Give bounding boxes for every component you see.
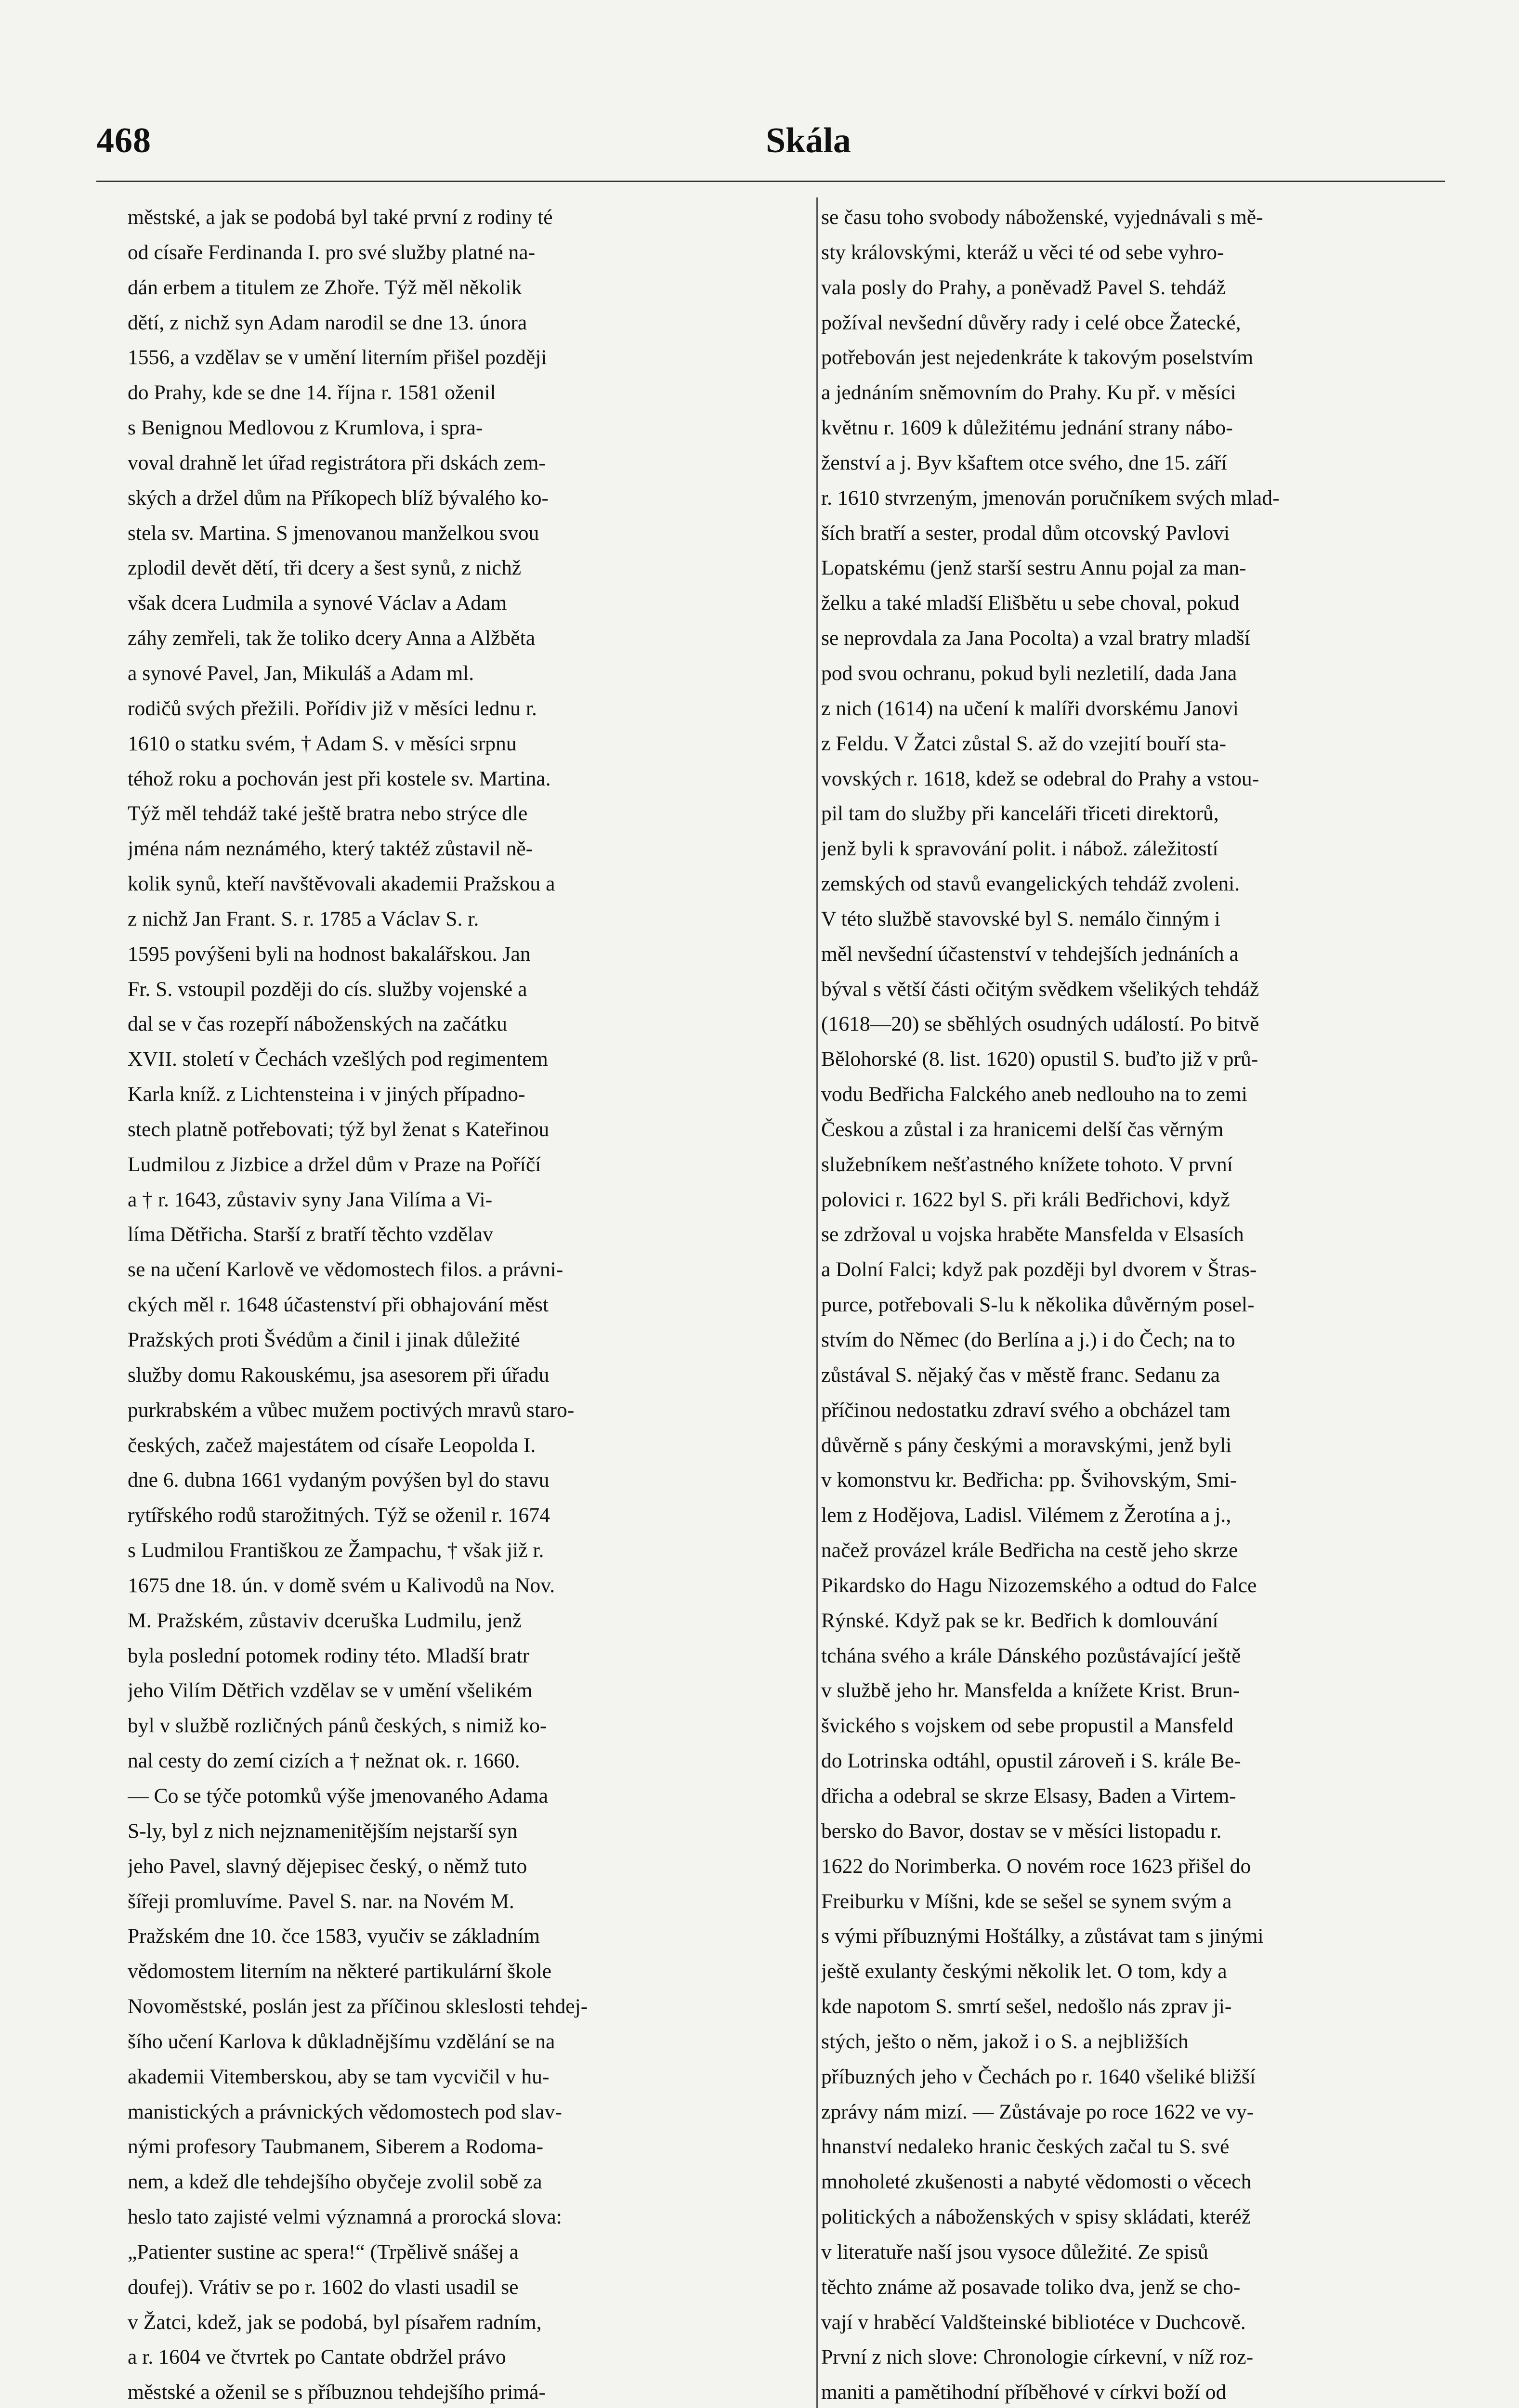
text-line: služebníkem nešťastného knížete tohoto. V první	[821, 1152, 1233, 1176]
text-line: S-ly, byl z nich nejznamenitějším nejstarší syn	[128, 1819, 518, 1843]
text-line: pil tam do služby při kanceláři třiceti direktorů,	[821, 802, 1219, 825]
text-line: vovských r. 1618, kdež se odebral do Prahy a vstou-	[821, 767, 1259, 790]
text-line: Bělohorské (8. list. 1620) opustil S. buďto již v prů-	[821, 1047, 1258, 1071]
text-line: služby domu Rakouskému, jsa asesorem při úřadu	[128, 1363, 550, 1387]
text-line: doufej). Vrátiv se po r. 1602 do vlasti usadil se	[128, 2275, 519, 2299]
text-line: v službě jeho hr. Mansfelda a knížete Krist. Brun-	[821, 1679, 1240, 1702]
text-line: vají v hraběcí Valdšteinské bibliotéce v Duchcově.	[821, 2310, 1246, 2334]
text-line: sty královskými, kteráž u věci té od sebe vyhro-	[821, 240, 1224, 264]
text-line: dán erbem a titulem ze Zhoře. Týž měl několik	[128, 275, 522, 299]
text-line: stých, ješto o něm, jakož i o S. a nejbližších	[821, 2029, 1189, 2053]
column-divider	[816, 197, 818, 2408]
text-line: První z nich slove: Chronologie církevní, v níž roz-	[821, 2345, 1254, 2369]
text-line: XVII. století v Čechách vzešlých pod regimentem	[128, 1047, 548, 1071]
text-line: se času toho svobody náboženské, vyjednávali s mě-	[821, 206, 1263, 229]
text-line: stvím do Němec (do Berlína a j.) i do Čech; na to	[821, 1328, 1235, 1351]
text-line: dne 6. dubna 1661 vydaným povýšen byl do stavu	[128, 1468, 550, 1492]
text-line: rodičů svých přežili. Pořídiv již v měsíci lednu r.	[128, 696, 537, 720]
text-line: záhy zemřeli, tak že toliko dcery Anna a Alžběta	[128, 627, 536, 650]
text-line: maniti a pamětihodní příběhové v církvi boží od	[821, 2381, 1227, 2404]
text-line: (1618—20) se sběhlých osudných událostí. Po bitvě	[821, 1012, 1259, 1036]
text-line: zůstával S. nějaký čas v městě franc. Sedanu za	[821, 1363, 1220, 1387]
text-line: téhož roku a pochován jest při kostele sv. Martina.	[128, 767, 551, 790]
text-line: byla poslední potomek rodiny této. Mladší bratr	[128, 1644, 530, 1667]
text-line: Novoměstské, poslán jest za příčinou skleslosti tehdej-	[128, 1995, 588, 2018]
text-line: Pražském dne 10. čce 1583, vyučiv se základním	[128, 1924, 540, 1948]
text-line: s Benignou Medlovou z Krumlova, i spra-	[128, 416, 483, 440]
text-line: akademii Vitemberskou, aby se tam vycvičil v hu-	[128, 2065, 550, 2088]
running-head: Skála	[766, 121, 851, 160]
text-line: mnoholeté zkušenosti a nabyté vědomosti o věcech	[821, 2170, 1252, 2194]
text-line: a jednáním sněmovním do Prahy. Ku př. v měsíci	[821, 381, 1236, 405]
text-line: načež provázel krále Bedřicha na cestě jeho skrze	[821, 1539, 1238, 1562]
text-line: důvěrně s pány českými a moravskými, jenž byli	[821, 1433, 1232, 1457]
text-line: voval drahně let úřad registrátora při dskách zem-	[128, 451, 546, 474]
text-line: ských a držel dům na Příkopech blíž bývalého ko-	[128, 486, 549, 510]
header-rule	[96, 181, 1445, 182]
right-text-column	[821, 200, 1505, 2408]
text-line: vodu Bedřicha Falckého aneb nedlouho na to zemi	[821, 1083, 1247, 1106]
text-line: vala posly do Prahy, a poněvadž Pavel S. tehdáž	[821, 275, 1226, 299]
text-line: požíval nevšední důvěry rady i celé obce Žatecké,	[821, 311, 1241, 334]
text-line: jenž byli k spravování polit. i nábož. záležitostí	[821, 837, 1218, 861]
text-line: s Ludmilou Františkou ze Žampachu, † však již r.	[128, 1539, 544, 1562]
text-line: a synové Pavel, Jan, Mikuláš a Adam ml.	[128, 661, 474, 685]
text-line: 1622 do Norimberka. O novém roce 1623 přišel do	[821, 1854, 1251, 1878]
text-line: nem, a kdež dle tehdejšího obyčeje zvolil sobě za	[128, 2170, 542, 2194]
text-line: V této službě stavovské byl S. nemálo činným i	[821, 907, 1220, 930]
text-line: od císaře Ferdinanda I. pro své služby platné na-	[128, 240, 536, 264]
text-line: pod svou ochranu, pokud byli nezletilí, dada Jana	[821, 661, 1237, 685]
text-line: purkrabském a vůbec mužem poctivých mravů staro-	[128, 1398, 575, 1422]
text-line: Pražských proti Švédům a činil i jinak důležité	[128, 1328, 520, 1351]
text-line: dal se v čas rozepří náboženských na začátku	[128, 1012, 507, 1036]
text-line: s vými příbuznými Hoštálky, a zůstávat tam s jinými	[821, 1924, 1264, 1948]
text-line: Ludmilou z Jizbice a držel dům v Praze na Poříčí	[128, 1152, 541, 1176]
text-line: Lopatskému (jenž starší sestru Annu pojal za man-	[821, 556, 1246, 580]
left-text-column	[128, 200, 812, 2408]
text-line: lem z Hodějova, Ladisl. Vilémem z Žerotína a j.,	[821, 1504, 1231, 1527]
text-line: dětí, z nichž syn Adam narodil se dne 13. února	[128, 311, 527, 334]
text-line: v komonstvu kr. Bedřicha: pp. Švihovským, Smi-	[821, 1468, 1237, 1492]
text-line: Rýnské. Když pak se kr. Bedřich k domlouvání	[821, 1609, 1218, 1632]
text-line: Fr. S. vstoupil později do cís. služby vojenské a	[128, 977, 527, 1001]
text-line: purce, potřebovali S-lu k několika důvěrným posel-	[821, 1293, 1255, 1317]
text-line: a Dolní Falci; když pak později byl dvorem v Štras-	[821, 1258, 1257, 1282]
text-line: se na učení Karlově ve vědomostech filos. a právni-	[128, 1258, 563, 1282]
text-line: kolik synů, kteří navštěvovali akademii Pražskou a	[128, 872, 555, 896]
text-line: jeho Pavel, slavný dějepisec český, o němž tuto	[128, 1854, 527, 1878]
text-line: ještě exulanty českými několik let. O tom, kdy a	[821, 1960, 1227, 1983]
text-line: r. 1610 stvrzeným, jmenován poručníkem svých mlad-	[821, 486, 1280, 510]
text-line: „Patienter sustine ac spera!“ (Trpělivě snášej a	[128, 2240, 519, 2264]
text-line: rytířského rodů starožitných. Týž se oženil r. 1674	[128, 1504, 550, 1527]
text-line: do Lotrinska odtáhl, opustil zároveň i S. krále Be-	[821, 1749, 1241, 1773]
text-line: hnanství nedaleko hranic českých začal tu S. své	[821, 2135, 1230, 2159]
text-line: líma Dětřicha. Starší z bratří těchto vzdělav	[128, 1223, 493, 1246]
text-line: bersko do Bavor, dostav se v měsíci listopadu r.	[821, 1819, 1222, 1843]
text-line: nal cesty do zemí cizích a † nežnat ok. r. 1660.	[128, 1749, 520, 1773]
text-line: heslo tato zajisté velmi významná a prorocká slova:	[128, 2205, 562, 2229]
text-line: příbuzných jeho v Čechách po r. 1640 všeliké bližší	[821, 2065, 1256, 2088]
text-line: kde napotom S. smrtí sešel, nedošlo nás zprav ji-	[821, 1995, 1232, 2018]
text-line: polovici r. 1622 byl S. při králi Bedřichovi, když	[821, 1188, 1230, 1211]
text-line: Českou a zůstal i za hranicemi delší čas věrným	[821, 1117, 1224, 1141]
text-line: jeho Vilím Dětřich vzdělav se v umění všelikém	[128, 1679, 533, 1702]
text-line: želku a také mladší Elišbětu u sebe choval, pokud	[821, 591, 1240, 615]
text-line: městské, a jak se podobá byl také první z rodiny té	[128, 206, 553, 229]
text-line: se zdržoval u vojska hraběte Mansfelda v Elsasích	[821, 1223, 1244, 1246]
text-line: v Žatci, kdež, jak se podobá, byl písařem radním,	[128, 2310, 542, 2334]
text-line: potřebován jest nejedenkráte k takovým poselstvím	[821, 346, 1254, 369]
text-line: těchto známe až posavade toliko dva, jenž se cho-	[821, 2275, 1241, 2299]
text-line: však dcera Ludmila a synové Václav a Adam	[128, 591, 507, 615]
text-line: šířeji promluvíme. Pavel S. nar. na Novém M.	[128, 1889, 514, 1913]
page-header	[96, 120, 1445, 173]
text-line: se neprovdala za Jana Pocolta) a vzal bratry mladší	[821, 627, 1250, 650]
text-line: Týž měl tehdáž také ještě bratra nebo strýce dle	[128, 802, 528, 825]
text-line: a † r. 1643, zůstaviv syny Jana Vilíma a Vi-	[128, 1188, 493, 1211]
text-line: městské a oženil se s příbuznou tehdejšího primá-	[128, 2381, 546, 2404]
text-line: — Co se týče potomků výše jmenovaného Adama	[128, 1784, 548, 1807]
text-line: ckých měl r. 1648 účastenství při obhajování měst	[128, 1293, 549, 1317]
page-number: 468	[96, 121, 151, 160]
text-line: šího učení Karlova k důkladnějšímu vzdělání se na	[128, 2029, 555, 2053]
text-line: politických a náboženských v spisy skládati, kteréž	[821, 2205, 1251, 2229]
text-line: M. Pražském, zůstaviv dceruška Ludmilu, jenž	[128, 1609, 522, 1632]
text-line: zprávy nám mizí. — Zůstávaje po roce 1622 ve vy-	[821, 2100, 1254, 2123]
text-line: Pikardsko do Hagu Nizozemského a odtud do Falce	[821, 1573, 1257, 1597]
text-line: do Prahy, kde se dne 14. října r. 1581 oženil	[128, 381, 496, 405]
text-line: zplodil devět dětí, tři dcery a šest synů, z nichž	[128, 556, 522, 580]
text-line: byl v službě rozličných pánů českých, s nimiž ko-	[128, 1714, 547, 1738]
text-line: z nichž Jan Frant. S. r. 1785 a Václav S. r.	[128, 907, 479, 930]
text-line: 1556, a vzdělav se v umění literním přišel později	[128, 346, 547, 369]
text-line: z Feldu. V Žatci zůstal S. až do vzejití bouří sta-	[821, 732, 1227, 755]
text-line: Karla kníž. z Lichtensteina i v jiných případno-	[128, 1083, 525, 1106]
text-line: českých, začež majestátem od císaře Leopolda I.	[128, 1433, 536, 1457]
text-line: měl nevšední účastenství v tehdejších jednáních a	[821, 942, 1239, 966]
text-line: z nich (1614) na učení k malíři dvorskému Janovi	[821, 696, 1239, 720]
text-line: vědomostem literním na některé partikulární škole	[128, 1960, 552, 1983]
text-line: jména nám neznámého, který taktéž zůstavil ně-	[128, 837, 533, 861]
text-line: zemských od stavů evangelických tehdáž zvoleni.	[821, 872, 1240, 896]
text-line: stela sv. Martina. S jmenovanou manželkou svou	[128, 521, 539, 545]
text-line: ženství a j. Byv kšaftem otce svého, dne 15. září	[821, 451, 1227, 474]
text-line: 1595 povýšeni byli na hodnost bakalářskou. Jan	[128, 942, 531, 966]
text-line: Freiburku v Míšni, kde se sešel se synem svým a	[821, 1889, 1232, 1913]
text-line: příčinou nedostatku zdraví svého a obcházel tam	[821, 1398, 1231, 1422]
text-line: dřicha a odebral se skrze Elsasy, Baden a Virtem-	[821, 1784, 1236, 1807]
text-line: 1610 o statku svém, † Adam S. v měsíci srpnu	[128, 732, 517, 755]
text-line: v literatuře naší jsou vysoce důležité. Ze spisů	[821, 2240, 1208, 2264]
text-line: švického s vojskem od sebe propustil a Mansfeld	[821, 1714, 1233, 1738]
text-line: ších bratří a sester, prodal dům otcovský Pavlovi	[821, 521, 1230, 545]
text-line: manistických a právnických vědomostech pod slav-	[128, 2100, 562, 2123]
text-line: býval s větší části očitým svědkem všelikých tehdáž	[821, 977, 1259, 1001]
text-line: a r. 1604 ve čtvrtek po Cantate obdržel právo	[128, 2345, 506, 2369]
text-line: tchána svého a krále Dánského pozůstávající ještě	[821, 1644, 1241, 1667]
text-line: květnu r. 1609 k důležitému jednání strany nábo-	[821, 416, 1233, 440]
text-line: nými profesory Taubmanem, Siberem a Rodoma-	[128, 2135, 543, 2159]
text-line: stech platně potřebovati; týž byl ženat s Kateřinou	[128, 1117, 550, 1141]
text-line: 1675 dne 18. ún. v domě svém u Kalivodů na Nov.	[128, 1573, 555, 1597]
